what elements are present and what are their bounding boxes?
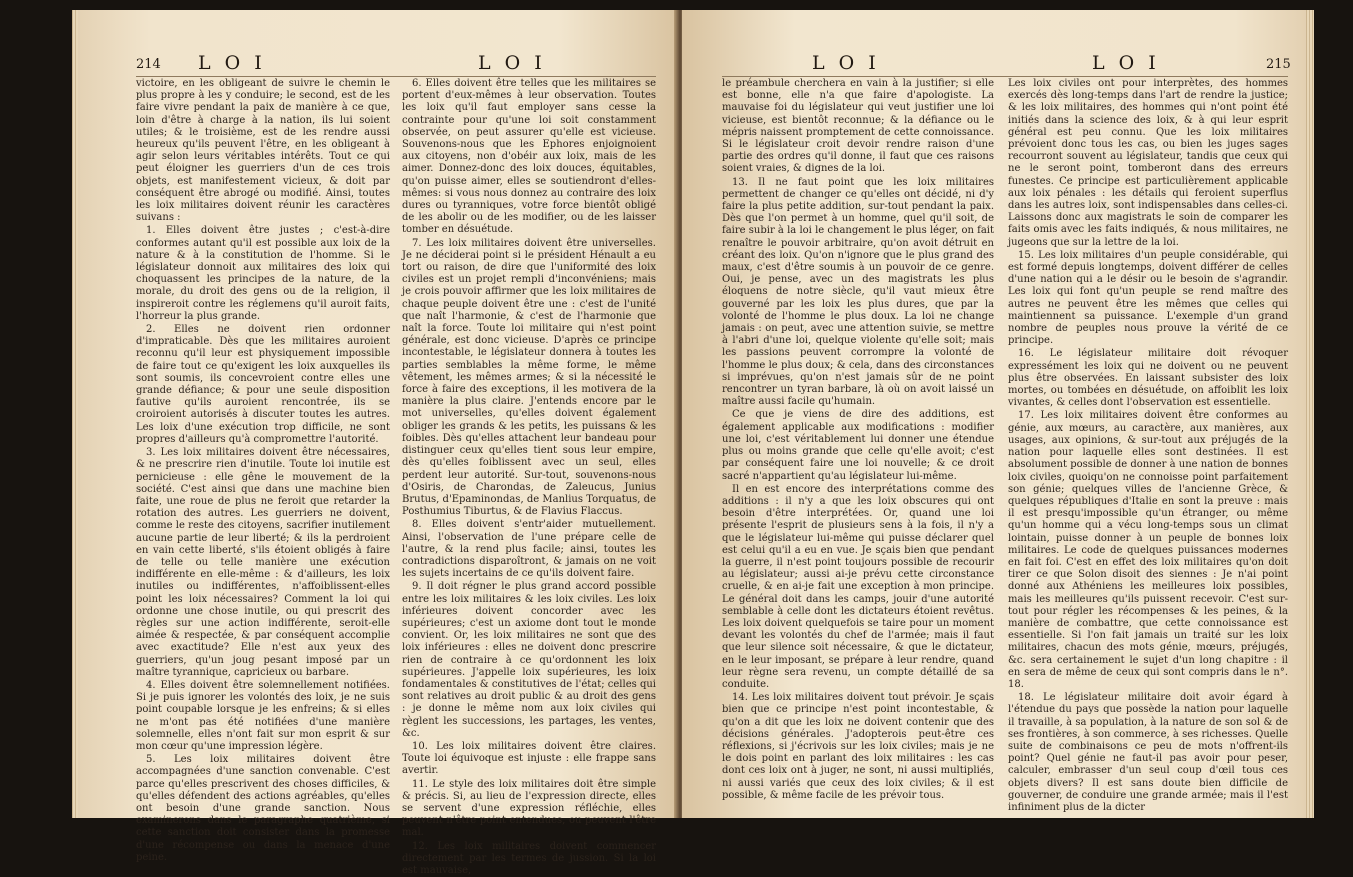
right-page-edge: [1306, 10, 1314, 818]
running-head-left: L O I: [198, 52, 266, 74]
header-rule-left: [136, 76, 656, 77]
paragraph: 1. Elles doivent être justes ; c'est-à-dire conformes autant qu'il est possible aux loix de la nature & à la constitution de l'homme. Si le législateur donnoit aux militaires des loix qui choquassent les principes de la nature, de la morale, du droit des gens ou de la religion, il inspireroit contre les réglemens qu'il auroit faits, l'horreur la plus grande.: [136, 225, 390, 322]
paragraph: 6. Elles doivent être telles que les militaires se portent d'eux-mêmes à leur observation. Toutes les loix qu'il faut employer sans cesse la contrainte pour qu'une loi soit constamment observée, on peut assurer qu'elle est vicieuse. Souvenons-nous que les Ephores enjoignoient aux citoyens, non d'obéir aux loix, mais de les aimer. Donnez-donc des loix douces, équitables, qu'on puisse aimer, elles se soutiendront d'elles-mêmes: si vous nous donnez au contraire des loix dures ou tyranniques, votre force bientôt obligé de les abolir ou de les modifier, ou de les laisser tomber en désuétude.: [402, 78, 656, 236]
running-head-right-center: L O I: [812, 52, 880, 74]
open-book: [78, 10, 1310, 876]
paragraph: 7. Les loix militaires doivent être universelles. Je ne déciderai point si le président Hénault a eu tort ou raison, de dire que l'uniformité des loix civiles est un projet rempli d'inconvéniens; mais je crois pouvoir affirmer que les loix militaires de chaque peuple doivent être une : c'est de l'unité que naît l'harmonie, & c'est de l'harmonie que naît la force. Toute loi militaire qui n'est point générale, est donc vicieuse. D'après ce principe incontestable, le législateur donnera à toutes les parties semblables la même forme, le même vêtement, les mêmes armes; & si la nécessité le force à faire des exceptions, il les motivera de la manière la plus claire. J'entends encore par le mot universelles, qu'elles doivent également obliger les grands & les petits, les puissans & les foibles. Dès qu'elles attachent leur bandeau pour distinguer ceux qu'elles tient sous leur empire, dès qu'elles foiblissent avec un seul, elles perdent leur autorité. Sur-tout, souvenons-nous d'Osiris, de Charondas, de Zaleucus, Junius Brutus, d'Epaminondas, de Manlius Torquatus, de Posthumius Tiburtus, & de Flavius Flaccus.: [402, 237, 656, 518]
right-page-column-1: [722, 78, 994, 801]
right-page-column-2: [1008, 78, 1288, 813]
header-rule-right: [722, 76, 1288, 77]
paragraph: 3. Les loix militaires doivent être nécessaires, & ne prescrire rien d'inutile. Toute loi inutile est pernicieuse : elle gêne le mouvement de la société. C'est ainsi que dans une machine bien faite, une roue de plus ne feroit que retarder la rotation des autres. Les guerriers ne doivent, comme le reste des citoyens, sacrifier inutilement aucune partie de leur liberté; & ils la perdroient en vain cette liberté, s'ils étoient obligés à faire de telle ou telle manière une exécution indifférente en elle-même : & d'ailleurs, les loix inutiles ou indifférentes, n'affoiblissent-elles point les loix nécessaires? Comment la loi qui ordonne une chose inutile, ou qui prescrit des règles sur une action indifférente, seroit-elle aimée & respectée, & par conséquent accomplie avec exactitude? Elle n'est aux yeux des guerriers, qu'un joug pesant imposé par un maître tyrannique, capricieux ou barbare.: [136, 447, 390, 678]
paragraph: Il en est encore des interprétations comme des additions : il n'y a que les loix obscures qui ont besoin d'être interprétées. Or, quand une loi présente l'esprit de plusieurs sens à la fois, il n'y a que le législateur lui-même qui puisse déclarer quel est celui qu'il a eu en vue. Je sçais bien que pendant la guerre, il n'est point toujours possible de recourir au législateur; aussi ai-je prévu cette circonstance cruelle, & en ai-je fait une exception à mon principe. Le général doit dans les camps, jouir d'une autorité semblable à celle dont les dictateurs étoient revêtus. Les loix doivent quelquefois se taire pour un moment devant les volontés du chef de l'armée; mais il faut que leur silence soit nécessaire, & que le dictateur, en le leur imposant, se prépare à leur rendre, quand leur règne sera revenu, un compte détaillé de sa conduite.: [722, 483, 994, 690]
left-page-column-2: [402, 78, 656, 876]
paragraph: Ce que je viens de dire des additions, est également applicable aux modifications : modifier une loi, c'est véritablement lui donner une étendue plus ou moins grande que celle qu'elle avoit; c'est par conséquent faire une loi nouvelle; & ce droit sacré n'appartient qu'au législateur lui-même.: [722, 409, 994, 482]
paragraph: 12. Les loix militaires doivent commencer directement par les termes de jussion. Si la loi est mauvaise,: [402, 840, 656, 876]
paragraph: 14. Les loix militaires doivent tout prévoir. Je sçais bien que ce principe n'est point incontestable, & qu'on a dit que les loix ne doivent contenir que des décisions générales. J'adopterois peut-être ces réflexions, si j'écrivois sur les loix civiles; mais je ne le dois point en parlant des loix militaires : les cas dont ces loix ont à juger, ne sont, ni aussi multipliés, ni aussi variés que ceux des loix civiles; & il est possible, & même facile de les prévoir tous.: [722, 692, 994, 801]
paragraph: 15. Les loix militaires d'un peuple considérable, qui est formé depuis longtemps, doivent différer de celles d'une nation qui a le désir ou le besoin de s'agrandir. Les loix qui font qu'un peuple se rend maître des autres ne peuvent être les mêmes que celles qui maintiennent sa puissance. L'exemple d'un grand nombre de peuples nous prouve la vérité de ce principe.: [1008, 249, 1288, 347]
paragraph: 18. Le législateur militaire doit avoir égard à l'étendue du pays que possède la nation pour laquelle il travaille, à sa population, à la nature de son sol & de ses frontières, à son commerce, à ses richesses. Quelle suite de combinaisons ce peu de mots n'offrent-ils point? Quel génie ne faut-il pas avoir pour peser, calculer, embrasser d'un seul coup d'œil tous ces objets divers? Il est sans doute bien difficile de gouverner, de conduire une grande armée; mais il l'est infiniment plus de la dicter: [1008, 692, 1288, 813]
right-page: [682, 10, 1310, 818]
paragraph: 10. Les loix militaires doivent être claires. Toute loi équivoque est injuste : elle frappe sans avertir.: [402, 740, 656, 777]
paragraph: 4. Elles doivent être solemnellement notifiées. Si je puis ignorer les volontés des loix, je ne suis point coupable lorsque je les enfreins; & si elles ne m'ont pas été notifiées d'une manière solemnelle, elles n'ont fait sur mon esprit & sur mon cœur qu'une impression légère.: [136, 679, 390, 752]
paragraph: 8. Elles doivent s'entr'aider mutuellement. Ainsi, l'observation de l'une prépare celle de l'autre, & la rend plus facile; ainsi, toutes les contradictions disparoîtront, & jamais on ne voit les sujets incertains de ce qu'ils doivent faire.: [402, 519, 656, 580]
paragraph: 17. Les loix militaires doivent être conformes au génie, aux mœurs, au caractère, aux manières, aux usages, aux opinions, & sur-tout aux préjugés de la nation pour laquelle elles sont destinées. Il est absolument possible de donner à une nation de bonnes loix civiles, quoiqu'on ne connoisse point parfaitement son génie; quelques villes de l'ancienne Grèce, & quelques républiques d'Italie en sont la preuve : mais il est presqu'impossible qu'un étranger, ou même qu'un homme qui a vécu long-temps sous un climat lointain, puisse donner à un peuple de bonnes loix militaires. Le code de quelques puissances modernes en fait foi. C'est en effet des loix militaires qu'on doit tirer ce que Solon disoit des siennes : Je n'ai point donné aux Athéniens les meilleures loix possibles, mais les meilleures qu'ils puissent recevoir. C'est sur-tout pour régler les récompenses & les peines, & la manière de combattre, que cette connoissance est essentielle. Si l'on fait jamais un traité sur les loix militaires, chacun des mots génie, mœurs, préjugés, &c. sera certainement le sujet d'un long chapitre : il en sera de même de ceux qui sont compris dans le n°. 18.: [1008, 410, 1288, 690]
paragraph: victoire, en les obligeant de suivre le chemin le plus propre à les y conduire; le second, est de les faire vivre pendant la paix de manière à ce que, loin d'être à charge à la nation, ils lui soient utiles; & le troisième, est de les rendre aussi heureux qu'ils peuvent l'être, en les obligeant à agir selon leurs véritables intérêts. Tout ce qui peut éloigner les guerriers d'un de ces trois objets, est manifestement vicieux, & doit par conséquent être abrogé ou modifié. Ainsi, toutes les loix militaires doivent réunir les caractères suivans :: [136, 78, 390, 224]
running-head-right: L O I: [1092, 52, 1160, 74]
page-number-right: 215: [1266, 57, 1291, 72]
paragraph: 11. Le style des loix militaires doit être simple & précis. Si, au lieu de l'expression directe, elles se servent d'une expression réfléchie, elles peuvent n'être point entendues, ou peuvent l'être mal.: [402, 778, 656, 839]
page-number-left: 214: [136, 57, 161, 72]
paragraph: 13. Il ne faut point que les loix militaires permettent de changer ce qu'elles ont décidé, ni d'y faire la plus petite addition, sur-tout pendant la paix. Dès que l'on permet à un homme, quel qu'il soit, de faire subir à la loi le changement le plus léger, on fait renaître le pouvoir arbitraire, qu'on avoit détruit en créant des loix. Qu'on n'ignore que le plus grand des maux, c'est d'être soumis à un pouvoir de ce genre. Oui, je pense, avec un des magistrats les plus éloquens de notre siècle, qu'il vaut mieux être gouverné par les loix les plus dures, que par la volonté de l'homme le plus doux. La loi ne change jamais : on peut, avec une attention suivie, se mettre à l'abri d'une loi, quelque violente qu'elle soit; mais les passions peuvent corrompre la volonté de l'homme le plus doux; & cela, dans des circonstances si imprévues, qu'on n'est jamais sûr de ne point rencontrer un tyran barbare, là où on avoit laissé un maître aussi facile qu'humain.: [722, 176, 994, 408]
left-page-column-1: [136, 78, 390, 863]
paragraph: Les loix civiles ont pour interprètes, des hommes exercés dès long-temps dans l'art de rendre la justice; & les loix militaires, des hommes qui n'ont point été initiés dans la science des loix, & à qui leur esprit général est peu connu. Que les loix militaires prévoient donc tous les cas, ou bien les juges sages recourront souvent au législateur, tandis que ceux qui ne le seront point, tomberont dans des erreurs funestes. Ce principe est particulièrement applicable aux loix pénales : les détails qui feroient superflus dans les autres loix, sont indispensables dans celles-ci. Laissons donc aux magistrats le soin de comparer les faits omis avec les faits indiqués, & nous militaires, ne jugeons que sur la lettre de la loi.: [1008, 78, 1288, 248]
paragraph: 16. Le législateur militaire doit révoquer expressément les loix qui ne doivent ou ne peuvent plus être observées. En laissant subsister des loix mortes, ou tombées en désuétude, on affoiblit les loix vivantes, & celles dont l'observation est essentielle.: [1008, 348, 1288, 409]
paragraph: 5. Les loix militaires doivent être accompagnées d'une sanction convenable. C'est parce qu'elles prescrivent des choses difficiles, & qu'elles défendent des actions agréables, qu'elles ont besoin d'une grande sanction. Nous examinerons dans le paragraphe quatrième, si cette sanction doit consister dans la promesse d'une récompense ou dans la menace d'une peine.: [136, 754, 390, 863]
running-head-center: L O I: [478, 52, 546, 74]
paragraph: 9. Il doit régner le plus grand accord possible entre les loix militaires & les loix civiles. Les loix inférieures doivent concorder avec les supérieures; c'est un axiome dont tout le monde convient. Or, les loix militaires ne sont que des loix inférieures : elles ne doivent donc prescrire rien de contraire à ce qu'ordonnent les loix supérieures. J'appelle loix supérieures, les loix fondamentales & constitutives de l'état; celles qui sont relatives au droit public & au droit des gens : je donne le même nom aux loix civiles qui règlent les successions, les partages, les ventes, &c.: [402, 581, 656, 739]
paragraph: le préambule cherchera en vain à la justifier; si elle est bonne, elle n'a que faire d'apologiste. La mauvaise foi du législateur qui veut justifier une loi vicieuse, est bientôt reconnue; & la défiance ou le mépris naissent promptement de cette connoissance. Si le législateur croit devoir rendre raison d'une partie des ordres qu'il donne, il faut que ces raisons soient vraies, & dignes de la loi.: [722, 78, 994, 175]
left-page: [78, 10, 678, 876]
paragraph: 2. Elles ne doivent rien ordonner d'impraticable. Dès que les militaires auroient reconnu qu'il leur est physiquement impossible de faire tout ce qu'exigent les loix auxquelles ils sont soumis, ils concevroient contre elles une grande défiance; & pour une seule disposition fautive qu'ils auroient rencontrée, ils se croiroient autorisés à discuter toutes les autres. Les loix d'une exécution trop difficile, ne sont propres d'ailleurs qu'à compromettre l'autorité.: [136, 324, 390, 445]
